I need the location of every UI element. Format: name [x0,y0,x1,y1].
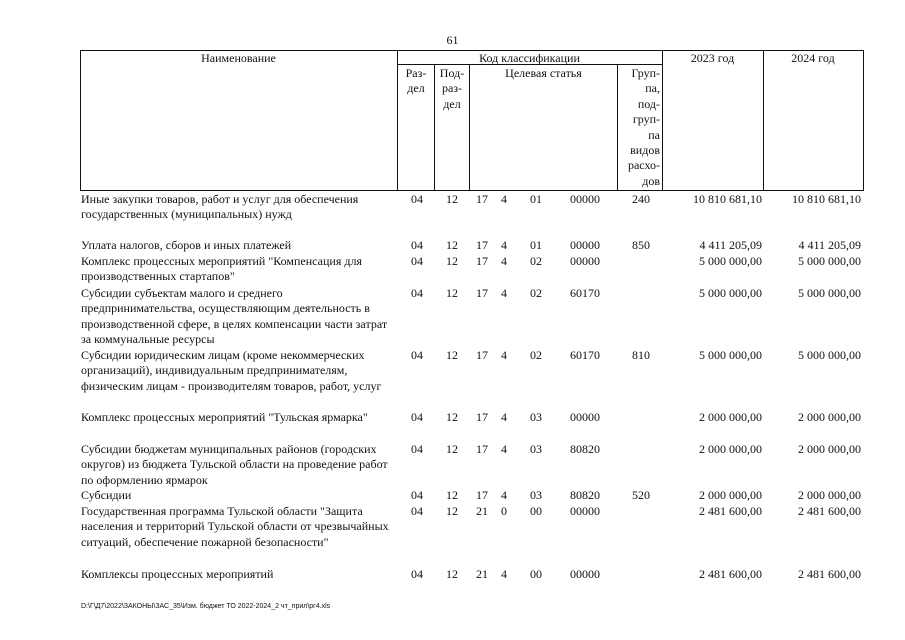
header-year-2023: 2023 год [690,51,735,65]
row-target-subprogram: 03 [530,442,542,456]
row-name: Комплекс процессных мероприятий "Тульская ярмарка" [81,410,368,424]
row-expense-group: 240 [632,192,650,206]
row-name: Комплекс процессных мероприятий "Компенсация для производственных стартапов" [81,254,362,284]
row-amount-2023: 5 000 000,00 [699,348,762,362]
row-razdel: 04 [411,254,423,268]
row-amount-2023: 2 000 000,00 [699,442,762,456]
row-target-direction: 00000 [570,504,600,518]
page-number: 61 [446,33,459,47]
file-path-footer: D:\Г\Д7\2022\ЗАКОНЫ\ЗАС_35\Изм. бюджет ТО 2022-2024_2 чт_прил\рг4.xls [81,603,331,610]
row-target-type: 4 [501,410,507,424]
row-razdel: 04 [411,567,423,581]
row-target-direction: 60170 [570,286,600,300]
header-podrazdel: Под- раз- дел [439,66,465,111]
row-name: Комплексы процессных мероприятий [81,567,274,581]
row-name: Государственная программа Тульской области "Защита населения и территорий Тульской области от чрезвычайных ситуаций, обеспечение пожарной безопасности" [81,504,389,549]
row-podrazdel: 12 [446,504,458,518]
row-target-direction: 00000 [570,254,600,268]
row-amount-2024: 2 000 000,00 [798,410,861,424]
row-target-program: 17 [476,238,488,252]
row-amount-2024: 5 000 000,00 [798,348,861,362]
table-left-border [80,50,81,191]
row-amount-2023: 2 000 000,00 [699,488,762,502]
row-target-subprogram: 03 [530,410,542,424]
row-podrazdel: 12 [446,192,458,206]
header-year-2024: 2024 год [791,51,835,65]
row-amount-2023: 5 000 000,00 [699,254,762,268]
row-amount-2024: 2 481 600,00 [798,567,861,581]
row-target-type: 4 [501,254,507,268]
row-razdel: 04 [411,488,423,502]
row-razdel: 04 [411,410,423,424]
row-target-type: 4 [501,348,507,362]
header-razdel: Раз- дел [405,66,427,96]
row-target-program: 17 [476,348,488,362]
row-name: Субсидии бюджетам муниципальных районов (городских округов) из бюджета Тульской области на проведение работ по оформлению ярмарок [81,442,388,487]
row-podrazdel: 12 [446,254,458,268]
row-amount-2024: 2 000 000,00 [798,442,861,456]
row-target-direction: 00000 [570,410,600,424]
row-target-direction: 00000 [570,238,600,252]
row-target-program: 17 [476,254,488,268]
row-razdel: 04 [411,442,423,456]
header-bottom-border [80,190,864,191]
row-target-program: 17 [476,192,488,206]
row-expense-group: 520 [632,488,650,502]
row-target-program: 17 [476,442,488,456]
row-expense-group: 850 [632,238,650,252]
row-target-subprogram: 03 [530,488,542,502]
header-code: Код классификации [479,51,580,65]
row-target-direction: 80820 [570,442,600,456]
row-target-program: 21 [476,504,488,518]
row-target-subprogram: 01 [530,238,542,252]
row-target-type: 4 [501,488,507,502]
row-podrazdel: 12 [446,488,458,502]
row-amount-2024: 10 810 681,10 [792,192,861,206]
row-target-type: 4 [501,238,507,252]
row-razdel: 04 [411,348,423,362]
row-amount-2023: 10 810 681,10 [693,192,762,206]
row-podrazdel: 12 [446,286,458,300]
row-target-type: 4 [501,286,507,300]
row-target-program: 17 [476,488,488,502]
row-podrazdel: 12 [446,442,458,456]
row-name: Уплата налогов, сборов и иных платежей [81,238,292,252]
table-right-border [863,50,864,191]
row-name: Субсидии [81,488,132,502]
row-amount-2024: 4 411 205,09 [798,238,861,252]
row-target-direction: 00000 [570,192,600,206]
row-target-direction: 00000 [570,567,600,581]
row-razdel: 04 [411,192,423,206]
row-razdel: 04 [411,238,423,252]
row-target-program: 17 [476,410,488,424]
col-divider-year [763,50,764,191]
row-expense-group: 810 [632,348,650,362]
row-target-type: 4 [501,192,507,206]
header-group: Груп- па, под- груп- па видов расхо- дов [627,66,660,188]
row-name: Субсидии юридическим лицам (кроме некоммерческих организаций), индивидуальным предпринимателям, физическим лицам - производителям товаров, работ, услуг [81,348,382,393]
header-name: Наименование [201,51,276,65]
row-amount-2023: 2 000 000,00 [699,410,762,424]
row-amount-2023: 2 481 600,00 [699,567,762,581]
row-target-type: 4 [501,567,507,581]
row-target-subprogram: 00 [530,567,542,581]
row-amount-2023: 5 000 000,00 [699,286,762,300]
row-podrazdel: 12 [446,238,458,252]
row-amount-2023: 2 481 600,00 [699,504,762,518]
row-podrazdel: 12 [446,348,458,362]
row-podrazdel: 12 [446,410,458,424]
row-target-subprogram: 02 [530,254,542,268]
row-target-direction: 80820 [570,488,600,502]
row-amount-2024: 5 000 000,00 [798,254,861,268]
row-target-program: 21 [476,567,488,581]
row-amount-2024: 5 000 000,00 [798,286,861,300]
row-amount-2024: 2 000 000,00 [798,488,861,502]
col-divider-podrazdel [469,64,470,191]
row-target-program: 17 [476,286,488,300]
row-target-subprogram: 02 [530,348,542,362]
row-target-subprogram: 00 [530,504,542,518]
row-amount-2023: 4 411 205,09 [699,238,762,252]
row-razdel: 04 [411,286,423,300]
row-name: Иные закупки товаров, работ и услуг для обеспечения государственных (муниципальных) нужд [81,192,359,222]
row-target-type: 0 [501,504,507,518]
row-target-subprogram: 01 [530,192,542,206]
row-target-direction: 60170 [570,348,600,362]
row-podrazdel: 12 [446,567,458,581]
row-razdel: 04 [411,504,423,518]
row-name: Субсидии субъектам малого и среднего предпринимательства, осуществляющим деятельность в производственной сфере, в целях компенсации части затрат за коммунальные ресурсы [81,286,388,346]
row-target-type: 4 [501,442,507,456]
col-divider-group [662,50,663,191]
row-target-subprogram: 02 [530,286,542,300]
header-target: Целевая статья [505,66,582,80]
row-amount-2024: 2 481 600,00 [798,504,861,518]
